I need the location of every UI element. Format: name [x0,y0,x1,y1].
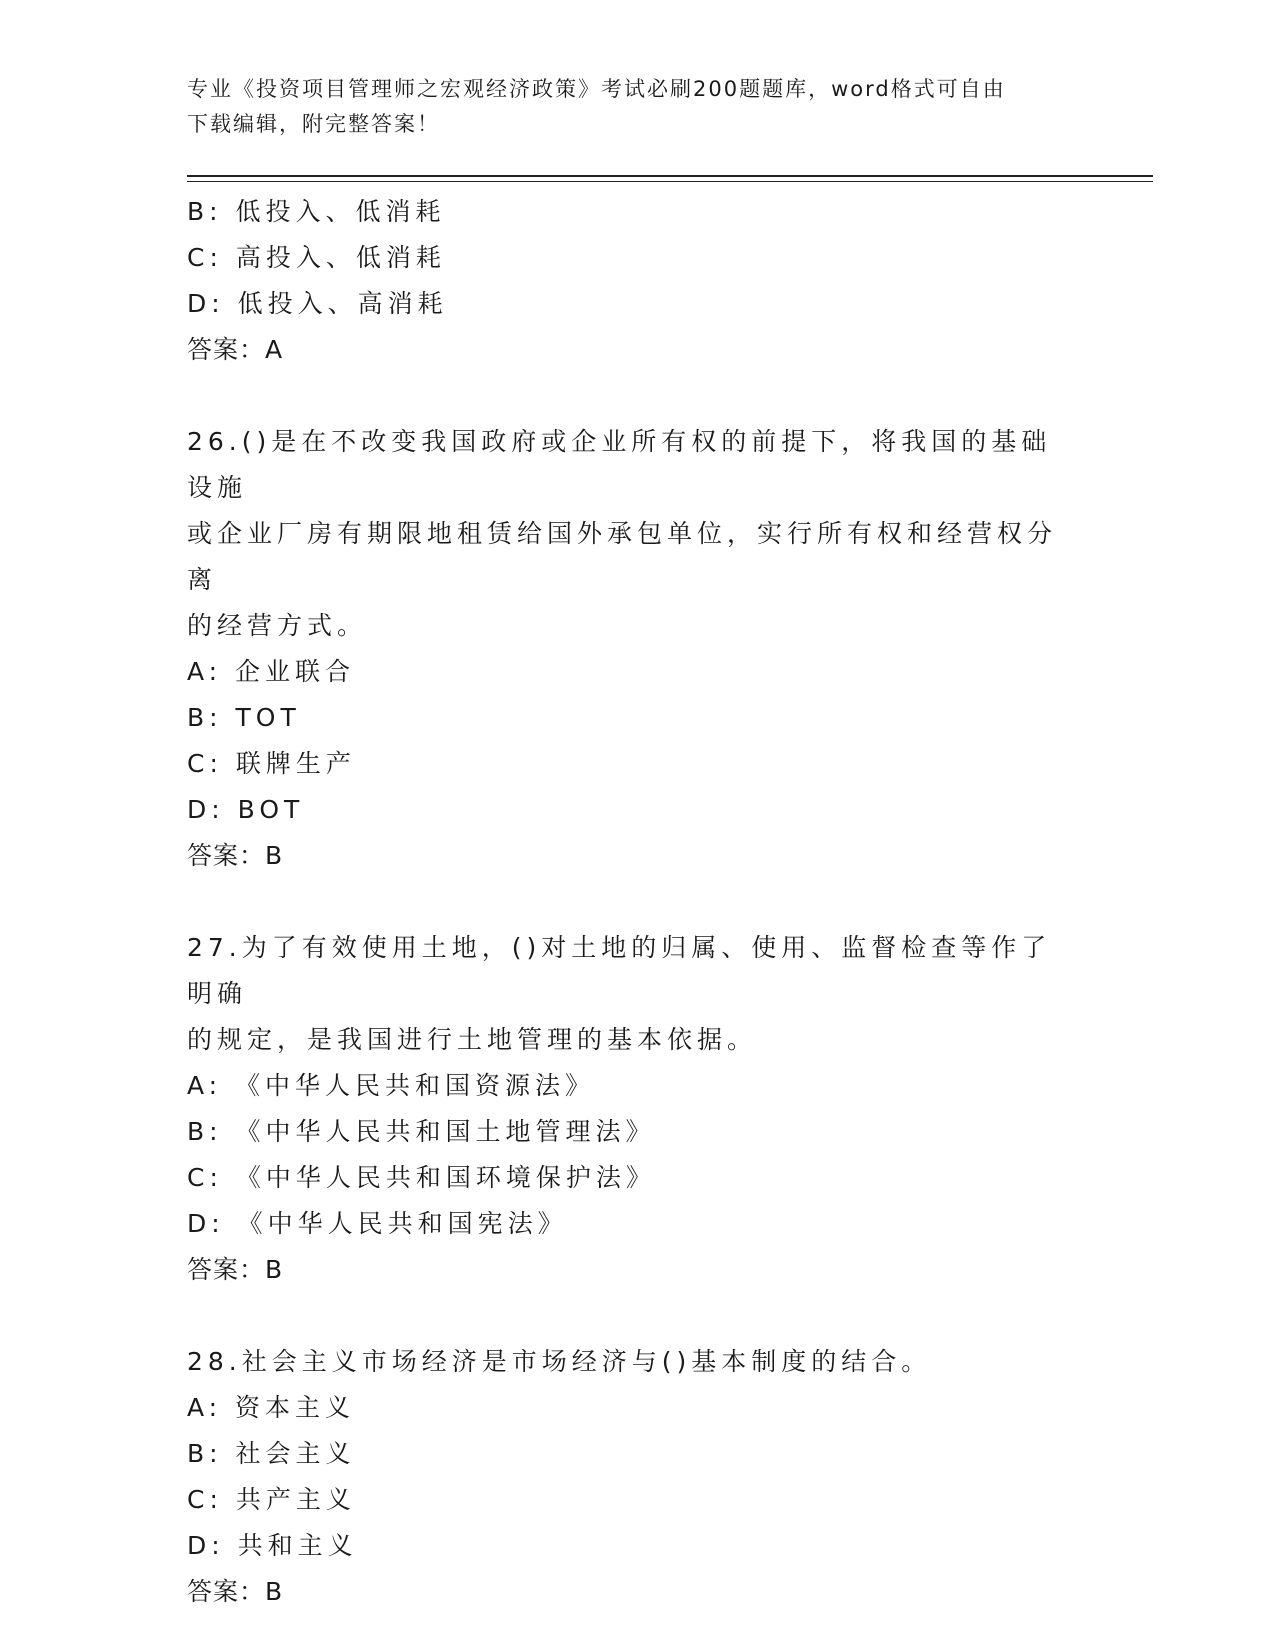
question-28 [187,1339,1087,1615]
option-d: D: 《中华人民共和国宪法》 [187,1209,568,1238]
answer: 答案：A [187,335,284,364]
option-a: A: 资本主义 [187,1393,356,1422]
question-text-line: 26.()是在不改变我国政府或企业所有权的前提下，将我国的基础设施 [187,427,1052,502]
option-b: B: 低投入、低消耗 [187,197,446,226]
answer: 答案：B [187,1255,284,1284]
spacer [187,1293,1087,1339]
question-25 [187,189,1087,373]
option-c: C: 《中华人民共和国环境保护法》 [187,1163,656,1192]
question-27 [187,925,1087,1293]
header-line-2: 下载编辑，附完整答案！ [187,112,440,136]
option-b: B: 社会主义 [187,1439,356,1468]
header-rule-thin [187,181,1153,182]
answer: 答案：B [187,1577,284,1606]
header-line-1: 专业《投资项目管理师之宏观经济政策》考试必刷200题题库，word格式可自由 [187,77,1006,101]
option-b: B: TOT [187,703,301,732]
question-text-line: 27.为了有效使用土地，()对土地的归属、使用、监督检查等作了明确 [187,933,1052,1008]
option-c: C: 共产主义 [187,1485,356,1514]
option-b: B: 《中华人民共和国土地管理法》 [187,1117,656,1146]
option-a: A: 企业联合 [187,657,356,686]
option-c: C: 高投入、低消耗 [187,243,446,272]
question-text-line: 的经营方式。 [187,611,368,640]
answer: 答案：B [187,841,284,870]
option-d: D: 共和主义 [187,1531,358,1560]
option-d: D: BOT [187,795,305,824]
spacer [187,879,1087,925]
header-rule-thick [187,175,1153,177]
spacer [187,373,1087,419]
question-text-line: 或企业厂房有期限地租赁给国外承包单位，实行所有权和经营权分离 [187,519,1058,594]
option-c: C: 联牌生产 [187,749,356,778]
page-header [187,72,1067,142]
question-26 [187,419,1087,879]
option-d: D: 低投入、高消耗 [187,289,448,318]
question-text-line: 28.社会主义市场经济是市场经济与()基本制度的结合。 [187,1347,932,1376]
option-a: A: 《中华人民共和国资源法》 [187,1071,596,1100]
question-text-line: 的规定，是我国进行土地管理的基本依据。 [187,1025,758,1054]
question-list [187,189,1087,1615]
